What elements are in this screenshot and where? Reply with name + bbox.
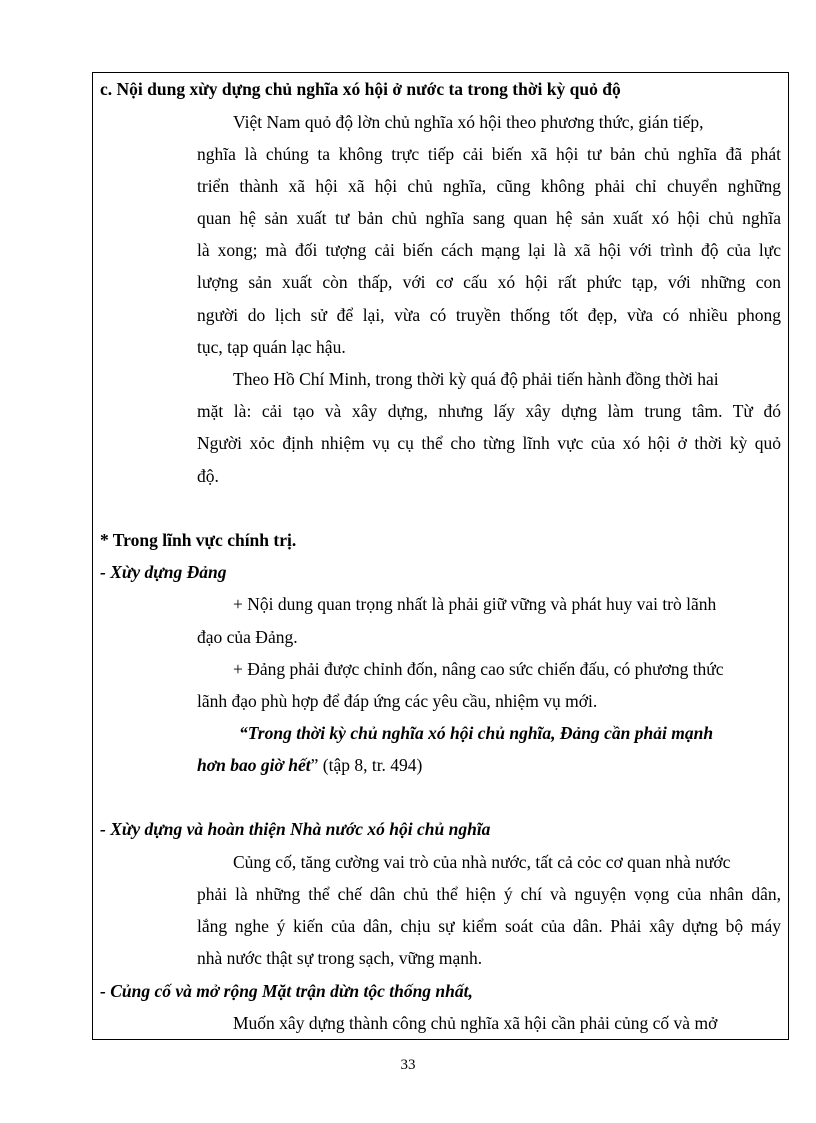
political-heading: * Trong lĩnh vực chính trị.	[100, 530, 297, 550]
front-para-line-1: Muốn xây dựng thành công chủ nghĩa xã hội cần phải củng cố và mở	[233, 1013, 718, 1033]
para2-line-3: Người xỏc định nhiệm vụ cụ thể cho từng lĩnh vực của xó hội ở thời kỳ quỏ	[197, 433, 781, 453]
para1-line-4: quan hệ sản xuất tư bản chủ nghĩa sang quan hệ sản xuất xó hội chủ nghĩa	[197, 208, 781, 228]
para1-line-5: là xong; mà đối tượng cải biến cách mạng lại là xã hội với trình độ của lực	[197, 240, 781, 260]
para2-line-2: mặt là: cải tạo và xây dựng, nhưng lấy xây dựng làm trung tâm. Từ đó	[197, 401, 781, 421]
para1-line-1: Việt Nam quỏ độ lờn chủ nghĩa xó hội theo phương thức, gián tiếp,	[233, 112, 704, 132]
para2-line-1: Theo Hồ Chí Minh, trong thời kỳ quá độ phải tiến hành đồng thời hai	[233, 369, 719, 389]
para1-line-7: người do lịch sử để lại, vừa có truyền thống tốt đẹp, vừa có nhiều phong	[197, 305, 781, 325]
quote-line-2	[197, 754, 422, 776]
para1-line-3: triển thành xã hội xã hội chủ nghĩa, cũng không phải chỉ chuyển nghững	[197, 176, 781, 196]
quote-line-1: “Trong thời kỳ chủ nghĩa xó hội chủ nghĩa, Đảng cần phải mạnh	[239, 723, 714, 743]
state-para-line-4: nhà nước thật sự trong sạch, vững mạnh.	[197, 948, 483, 968]
party-point2-line-2: lãnh đạo phù hợp để đáp ứng các yêu cầu, nhiệm vụ mới.	[197, 691, 598, 711]
para1-line-6: lượng sản xuất còn thấp, với cơ cấu xó hội rất phức tạp, với những con	[197, 272, 781, 292]
quote-citation: ” (tập 8, tr. 494)	[310, 755, 423, 775]
quote-emphasis: hơn bao giờ hết	[197, 755, 311, 775]
party-point2-line-1: + Đảng phải được chỉnh đốn, nâng cao sức chiến đấu, có phương thức	[233, 659, 724, 679]
para1-line-2: nghĩa là chúng ta không trực tiếp cải biến xã hội tư bản chủ nghĩa đã phát	[197, 144, 781, 164]
front-heading: - Củng cố và mở rộng Mặt trận dừn tộc thống nhất,	[100, 981, 473, 1001]
state-para-line-3: lắng nghe ý kiến của dân, chịu sự kiểm soát của dân. Phải xây dựng bộ máy	[197, 916, 781, 936]
para2-line-4: độ.	[197, 466, 219, 486]
party-heading: - Xừy dựng Đảng	[100, 562, 227, 582]
party-point1-line-1: + Nội dung quan trọng nhất là phải giữ vững và phát huy vai trò lãnh	[233, 594, 717, 614]
state-para-line-2: phải là những thể chế dân chủ thể hiện ý chí và nguyện vọng của nhân dân,	[197, 884, 781, 904]
page-number: 33	[400, 1057, 416, 1073]
party-point1-line-2: đạo của Đảng.	[197, 627, 298, 647]
state-para-line-1: Củng cố, tăng cường vai trò của nhà nước, tất cả cỏc cơ quan nhà nước	[233, 852, 731, 872]
para1-line-8: tục, tạp quán lạc hậu.	[197, 337, 346, 357]
state-heading: - Xừy dựng và hoàn thiện Nhà nước xó hội chủ nghĩa	[100, 819, 491, 839]
section-title: c. Nội dung xừy dựng chủ nghĩa xó hội ở nước ta trong thời kỳ quỏ độ	[100, 79, 621, 99]
